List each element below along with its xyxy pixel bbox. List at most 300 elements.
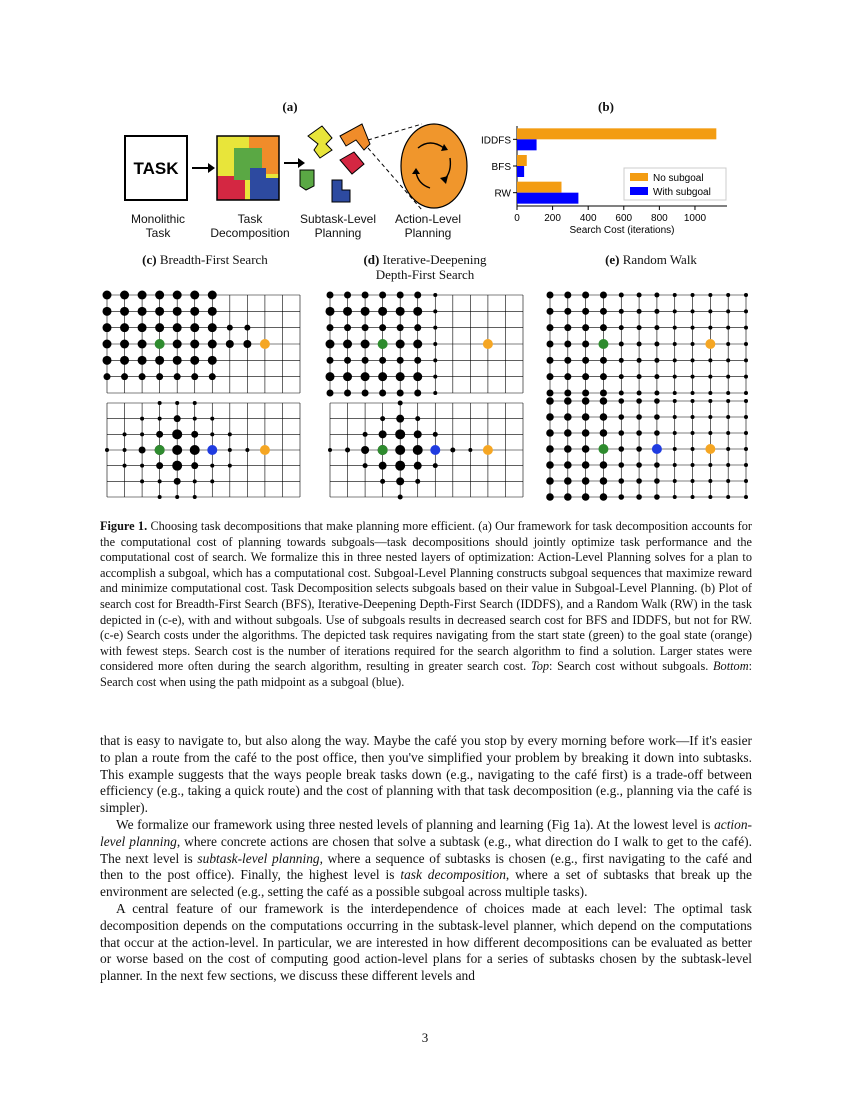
state-dot [726, 293, 730, 297]
state-dot [343, 340, 352, 349]
state-dot [546, 397, 554, 405]
state-dot [600, 292, 607, 299]
state-dot [208, 323, 217, 332]
state-dot [245, 448, 249, 452]
state-dot [691, 375, 695, 379]
state-dot [564, 413, 572, 421]
state-dot [636, 430, 642, 436]
state-dot [547, 324, 554, 331]
state-dot [708, 293, 712, 297]
state-dot [618, 462, 624, 468]
state-dot [654, 342, 659, 347]
state-dot [744, 431, 748, 435]
state-dot [708, 415, 712, 419]
state-dot [226, 340, 234, 348]
state-dot [326, 307, 335, 316]
state-dot [105, 448, 109, 452]
state-dot [582, 429, 590, 437]
state-dot [327, 324, 334, 331]
state-dot [564, 390, 571, 397]
state-dot [600, 324, 607, 331]
state-dot [600, 397, 608, 405]
state-dot [379, 390, 386, 397]
state-dot [191, 462, 198, 469]
state-dot [140, 464, 144, 468]
state-dot [726, 358, 730, 362]
state-dot [328, 448, 332, 452]
state-dot [654, 462, 660, 468]
state-dot [379, 292, 386, 299]
state-dot [619, 391, 624, 396]
panel-d-label: (d) Iterative-Deepening Depth-First Search [363, 252, 487, 282]
state-dot [600, 308, 607, 315]
state-dot [175, 401, 179, 405]
state-dot [636, 478, 642, 484]
x-tick-label: 800 [651, 213, 668, 224]
state-dot [708, 431, 712, 435]
state-dot [227, 325, 233, 331]
state-dot [582, 477, 590, 485]
state-dot [210, 479, 214, 483]
state-dot [413, 340, 422, 349]
state-dot [654, 309, 659, 314]
state-dot [619, 325, 624, 330]
y-tick-label: RW [494, 188, 511, 200]
state-dot [582, 461, 590, 469]
state-dot [362, 357, 369, 364]
state-dot [138, 340, 147, 349]
state-dot [361, 340, 370, 349]
state-dot [637, 374, 642, 379]
state-dot [397, 324, 404, 331]
state-dot [450, 448, 455, 453]
state-dot [564, 477, 572, 485]
legend-label: No subgoal [653, 173, 704, 184]
state-dot [673, 463, 677, 467]
state-dot [618, 414, 624, 420]
state-dot [379, 462, 387, 470]
state-dot [123, 432, 127, 436]
state-dot [396, 372, 405, 381]
state-dot [210, 417, 214, 421]
x-tick-label: 0 [514, 213, 520, 224]
state-dot [173, 307, 182, 316]
state-dot [379, 324, 386, 331]
state-dot [210, 432, 214, 436]
state-dot [395, 445, 405, 455]
state-dot [600, 429, 608, 437]
state-dot [582, 341, 589, 348]
state-dot [637, 342, 642, 347]
y-tick-label: IDDFS [481, 135, 511, 147]
state-dot [139, 373, 146, 380]
state-dot [726, 399, 730, 403]
state-dot [103, 291, 112, 300]
state-dot [120, 291, 129, 300]
state-dot [673, 358, 677, 362]
state-dot [582, 397, 590, 405]
state-dot [654, 391, 659, 396]
stage-label-decomposition: Task Decomposition [210, 212, 290, 240]
state-dot [708, 358, 712, 362]
state-dot [744, 293, 748, 297]
state-dot [547, 292, 554, 299]
panel-e-label: (e) Random Walk [605, 252, 697, 267]
goal-state [260, 339, 270, 349]
state-dot [691, 495, 695, 499]
state-dot [210, 464, 214, 468]
state-dot [397, 390, 404, 397]
state-dot [546, 461, 554, 469]
state-dot [413, 307, 422, 316]
state-dot [654, 293, 659, 298]
state-dot [547, 357, 554, 364]
state-dot [654, 414, 660, 420]
state-dot [744, 375, 748, 379]
state-dot [414, 390, 421, 397]
state-dot [673, 399, 677, 403]
state-dot [208, 356, 217, 365]
state-dot [637, 293, 642, 298]
state-dot [744, 447, 748, 451]
state-dot [103, 307, 112, 316]
state-dot [395, 461, 405, 471]
state-dot [673, 293, 677, 297]
state-dot [208, 307, 217, 316]
state-dot [744, 415, 748, 419]
state-dot [378, 372, 387, 381]
state-dot [228, 448, 232, 452]
state-dot [415, 416, 420, 421]
state-dot [140, 432, 144, 436]
legend-label: With subgoal [653, 187, 711, 198]
state-dot [173, 340, 182, 349]
state-dot [546, 429, 554, 437]
state-dot [414, 430, 422, 438]
state-dot [243, 340, 251, 348]
x-axis-label: Search Cost (iterations) [569, 225, 675, 236]
state-dot [173, 356, 182, 365]
state-dot [173, 323, 182, 332]
state-dot [433, 463, 438, 468]
goal-state [483, 445, 493, 455]
state-dot [619, 293, 624, 298]
subgoal-state [207, 445, 217, 455]
state-dot [172, 429, 182, 439]
state-dot [433, 293, 437, 297]
state-dot [361, 446, 369, 454]
state-dot [190, 340, 199, 349]
state-dot [190, 356, 199, 365]
state-dot [564, 445, 572, 453]
state-dot [708, 463, 712, 467]
state-dot [190, 323, 199, 332]
goal-state [483, 339, 493, 349]
state-dot [121, 373, 128, 380]
state-dot [726, 415, 730, 419]
state-dot [156, 462, 163, 469]
start-state [155, 445, 165, 455]
state-dot [361, 307, 370, 316]
state-dot [414, 292, 421, 299]
state-dot [103, 340, 112, 349]
state-dot [190, 307, 199, 316]
stage-label-action: Action-Level Planning [394, 212, 462, 240]
state-dot [173, 291, 182, 300]
x-tick-label: 400 [579, 213, 597, 224]
state-dot [691, 358, 695, 362]
state-dot [618, 430, 624, 436]
state-dot [344, 357, 351, 364]
state-dot [618, 446, 624, 452]
state-dot [158, 401, 162, 405]
state-dot [691, 326, 695, 330]
state-dot [673, 447, 677, 451]
state-dot [564, 341, 571, 348]
state-dot [158, 479, 162, 483]
state-dot [744, 342, 748, 346]
state-dot [344, 390, 351, 397]
state-dot [636, 462, 642, 468]
state-dot [193, 417, 197, 421]
state-dot [673, 375, 677, 379]
state-dot [564, 324, 571, 331]
state-dot [344, 292, 351, 299]
state-dot [327, 357, 334, 364]
state-dot [619, 342, 624, 347]
goal-state [705, 339, 715, 349]
state-dot [619, 374, 624, 379]
state-dot [174, 415, 181, 422]
state-dot [120, 356, 129, 365]
state-dot [618, 494, 624, 500]
state-dot [139, 447, 146, 454]
figure-caption: Figure 1. Choosing task decompositions that make planning more efficient. (a) Our framework for task decomposition accounts for the computational cost of planning towards subgoals—task decompositions should jointly optimize task performance and the computational cost of search. We formalize this in three nested layers of optimization: Action-Level Planning solves for a plan to accomplish a subgoal, which has a computational cost. Subgoal-Level Planning constructs subgoal sequences that maximize reward and minimize computational cost. Task Decomposition selects subgoals based on their value in Subgoal-Level Planning. (b) Plot of search cost for Breadth-First Search (BFS), Iterative-Deepening Depth-First Search (IDDFS), and a Random Walk (RW) in the task depicted in (c-e), with and without subgoals. Use of subgoals results in decreased search cost for BFS and IDDFS, but not for RW. (c-e) Search costs under the algorithms. The depicted task requires navigating from the start state (green) to the goal state (orange) with fewest steps. Search cost is the number of iterations required for the search algorithm to find a solution. Larger states were considered more often during the search algorithm, resulting in greater search cost. Top: Search cost without subgoals. Bottom: Search cost when using the path midpoint as a subgoal (blue). [100, 519, 752, 689]
state-dot [582, 413, 590, 421]
state-dot [708, 391, 712, 395]
state-dot [362, 292, 369, 299]
state-dot [564, 292, 571, 299]
paragraph: A central feature of our framework is the interdependence of choices made at each level: The optimal task decomposition depends on the computations occurring in the subtask-level planner, which depend on the computations that occur at the action-level. In particular, we are interested in how different decompositions can be evaluated as better or worse based on the cost of computing good action-level plans for a series of subtasks chosen by the subtask-level planner. In the next few sections, we discuss these different levels and [100, 900, 752, 984]
y-tick-label: BFS [491, 162, 511, 173]
state-dot [564, 308, 571, 315]
search-grid [326, 292, 524, 397]
state-dot [708, 495, 712, 499]
paragraph: that is easy to navigate to, but also along the way. Maybe the café you stop by every morning before work—If it's easier to plan a route from the café to the post office, then you've simplified your problem by breaking it down into subtasks. This example suggests that the ways people break tasks down (e.g., navigating to the café first) is a trade-off between efficiency (e.g., taking a quick route) and the cost of planning with that task decomposition (e.g., planning via the café is simpler). [100, 733, 752, 816]
state-dot [103, 356, 112, 365]
state-dot [191, 373, 198, 380]
state-dot [120, 323, 129, 332]
search-grid [103, 291, 301, 394]
state-dot [744, 326, 748, 330]
state-dot [600, 493, 608, 501]
state-dot [691, 479, 695, 483]
state-dot [208, 340, 217, 349]
subgoal-state [652, 444, 662, 454]
state-dot [138, 356, 147, 365]
state-dot [414, 462, 422, 470]
state-dot [654, 430, 660, 436]
state-dot [397, 357, 404, 364]
state-dot [691, 309, 695, 313]
state-dot [363, 432, 368, 437]
state-dot [619, 358, 624, 363]
state-dot [582, 493, 590, 501]
start-state [598, 444, 608, 454]
state-dot [708, 326, 712, 330]
state-dot [345, 448, 350, 453]
state-dot [190, 445, 200, 455]
state-dot [123, 448, 127, 452]
search-grid [328, 401, 523, 500]
state-dot [546, 413, 554, 421]
state-dot [174, 373, 181, 380]
state-dot [600, 390, 607, 397]
state-dot [398, 401, 403, 406]
state-dot [673, 495, 677, 499]
state-dot [327, 390, 334, 397]
subgoal-state [430, 445, 440, 455]
state-dot [726, 463, 730, 467]
search-grid [547, 292, 749, 397]
state-dot [654, 478, 660, 484]
state-dot [158, 495, 162, 499]
state-dot [433, 358, 437, 362]
state-dot [414, 324, 421, 331]
state-dot [564, 429, 572, 437]
state-dot [361, 372, 370, 381]
state-dot [547, 308, 554, 315]
state-dot [708, 479, 712, 483]
state-dot [654, 358, 659, 363]
state-dot [193, 479, 197, 483]
state-dot [228, 464, 232, 468]
state-dot [636, 494, 642, 500]
state-dot [155, 323, 164, 332]
state-dot [380, 479, 385, 484]
state-dot [208, 291, 217, 300]
search-grid [546, 397, 748, 501]
state-dot [175, 495, 179, 499]
state-dot [156, 431, 163, 438]
state-dot [396, 477, 404, 485]
state-dot [726, 431, 730, 435]
state-dot [744, 479, 748, 483]
state-dot [379, 357, 386, 364]
state-dot [396, 415, 404, 423]
state-dot [744, 463, 748, 467]
state-dot [691, 391, 695, 395]
state-dot [691, 293, 695, 297]
state-dot [726, 326, 730, 330]
state-dot [582, 308, 589, 315]
state-dot [156, 373, 163, 380]
state-dot [546, 477, 554, 485]
page-number: 3 [421, 1030, 429, 1045]
state-dot [396, 340, 405, 349]
state-dot [637, 325, 642, 330]
state-dot [564, 397, 572, 405]
state-dot [155, 291, 164, 300]
state-dot [546, 493, 554, 501]
state-dot [397, 292, 404, 299]
state-dot [415, 479, 420, 484]
start-state [155, 339, 165, 349]
state-dot [326, 372, 335, 381]
state-dot [433, 375, 437, 379]
state-dot [582, 357, 589, 364]
state-dot [744, 358, 748, 362]
state-dot [744, 399, 748, 403]
state-dot [174, 478, 181, 485]
state-dot [564, 493, 572, 501]
state-dot [582, 445, 590, 453]
state-dot [398, 495, 403, 500]
state-dot [343, 307, 352, 316]
body-text [100, 733, 752, 985]
x-tick-label: 600 [615, 213, 633, 224]
state-dot [433, 432, 438, 437]
svg-text:TASK: TASK [133, 159, 179, 178]
state-dot [744, 495, 748, 499]
start-state [598, 339, 608, 349]
goal-state [260, 445, 270, 455]
state-dot [414, 357, 421, 364]
state-dot [600, 373, 607, 380]
state-dot [726, 479, 730, 483]
state-dot [138, 323, 147, 332]
start-state [378, 445, 388, 455]
search-grids [0, 0, 850, 510]
state-dot [744, 309, 748, 313]
goal-state [705, 444, 715, 454]
state-dot [691, 399, 695, 403]
state-dot [172, 445, 182, 455]
state-dot [378, 307, 387, 316]
state-dot [636, 414, 642, 420]
state-dot [673, 391, 677, 395]
state-dot [344, 324, 351, 331]
state-dot [691, 415, 695, 419]
state-dot [395, 429, 405, 439]
state-dot [327, 292, 334, 299]
state-dot [726, 391, 730, 395]
state-dot [104, 373, 111, 380]
state-dot [209, 373, 216, 380]
state-dot [726, 375, 730, 379]
state-dot [654, 398, 660, 404]
state-dot [637, 309, 642, 314]
state-dot [582, 324, 589, 331]
stage-label-monolithic: Monolithic Task [130, 212, 186, 240]
state-dot [138, 291, 147, 300]
state-dot [673, 309, 677, 313]
state-dot [379, 430, 387, 438]
state-dot [637, 391, 642, 396]
state-dot [433, 309, 437, 313]
state-dot [654, 494, 660, 500]
panel-a-label: (a) [282, 99, 298, 114]
state-dot [654, 325, 659, 330]
state-dot [190, 291, 199, 300]
state-dot [193, 401, 197, 405]
state-dot [582, 292, 589, 299]
state-dot [564, 461, 572, 469]
state-dot [343, 372, 352, 381]
state-dot [547, 390, 554, 397]
x-tick-label: 200 [544, 213, 561, 224]
state-dot [120, 340, 129, 349]
